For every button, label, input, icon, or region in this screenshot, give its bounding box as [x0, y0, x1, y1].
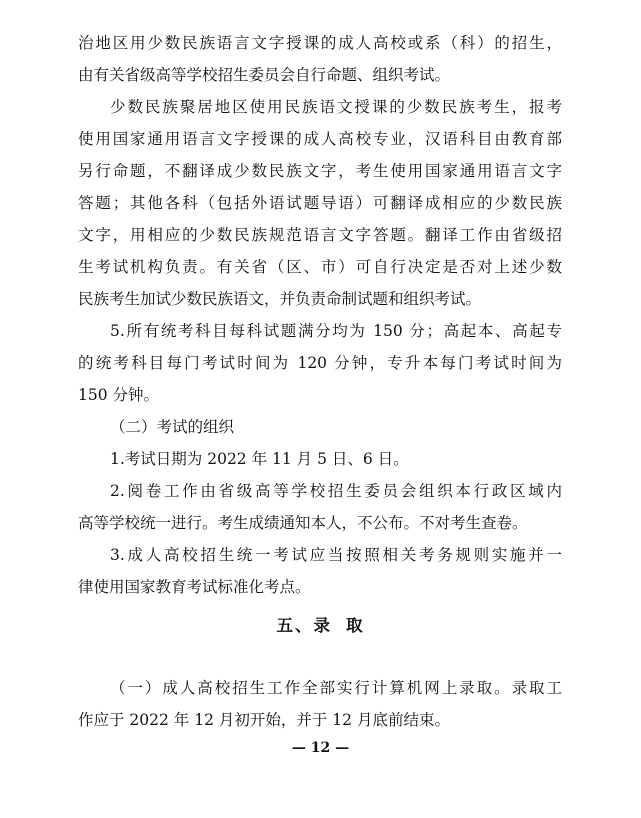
text-line: 民族考生加试少数民族语文，并负责命制试题和组织考试。: [78, 290, 482, 308]
text-line: 的统考科目每门考试时间为 120 分钟，专升本每门考试时间为: [78, 354, 562, 372]
text-line: 5.所有统考科目每科试题满分均为 150 分；高起本、高起专: [110, 322, 562, 340]
text-line: 答题；其他各科（包括外语试题导语）可翻译成相应的少数民族: [78, 194, 562, 212]
text-line: 2.阅卷工作由省级高等学校招生委员会组织本行政区域内: [110, 482, 562, 500]
text-line: 少数民族聚居地区使用民族语文授课的少数民族考生，报考: [110, 98, 562, 116]
section-heading: [0, 612, 641, 640]
text-line: 生考试机构负责。有关省（区、市）可自行决定是否对上述少数: [78, 258, 562, 276]
text-line: 律使用国家教育考试标准化考点。: [78, 578, 311, 596]
text-line: 另行命题，不翻译成少数民族文字，考生使用国家通用语言文字: [78, 162, 562, 180]
section-heading-word: 取: [346, 616, 365, 635]
text-line: 文字，用相应的少数民族规范语言文字答题。翻译工作由省级招: [78, 226, 562, 244]
page-number: — 12 —: [291, 740, 350, 756]
text-line: 150 分钟。: [78, 386, 160, 404]
text-line: 作应于 2022 年 12 月初开始，并于 12 月底前结束。: [78, 711, 450, 729]
text-line: 3.成人高校招生统一考试应当按照相关考务规则实施并一: [110, 546, 562, 564]
section-heading-number: 五、录: [276, 616, 332, 635]
text-line: 由有关省级高等学校招生委员会自行命题、组织考试。: [78, 66, 451, 84]
text-line: 1.考试日期为 2022 年 11 月 5 日、6 日。: [110, 450, 409, 468]
text-line: 使用国家通用语言文字授课的成人高校专业，汉语科目由教育部: [78, 130, 562, 148]
text-line: （一）成人高校招生工作全部实行计算机网上录取。录取工: [110, 679, 562, 697]
text-line: 高等学校统一进行。考生成绩通知本人，不公布。不对考生查卷。: [78, 514, 528, 532]
subsection-heading: （二）考试的组织: [110, 418, 235, 436]
text-line: 治地区用少数民族语言文字授课的成人高校或系（科）的招生，: [78, 34, 562, 52]
